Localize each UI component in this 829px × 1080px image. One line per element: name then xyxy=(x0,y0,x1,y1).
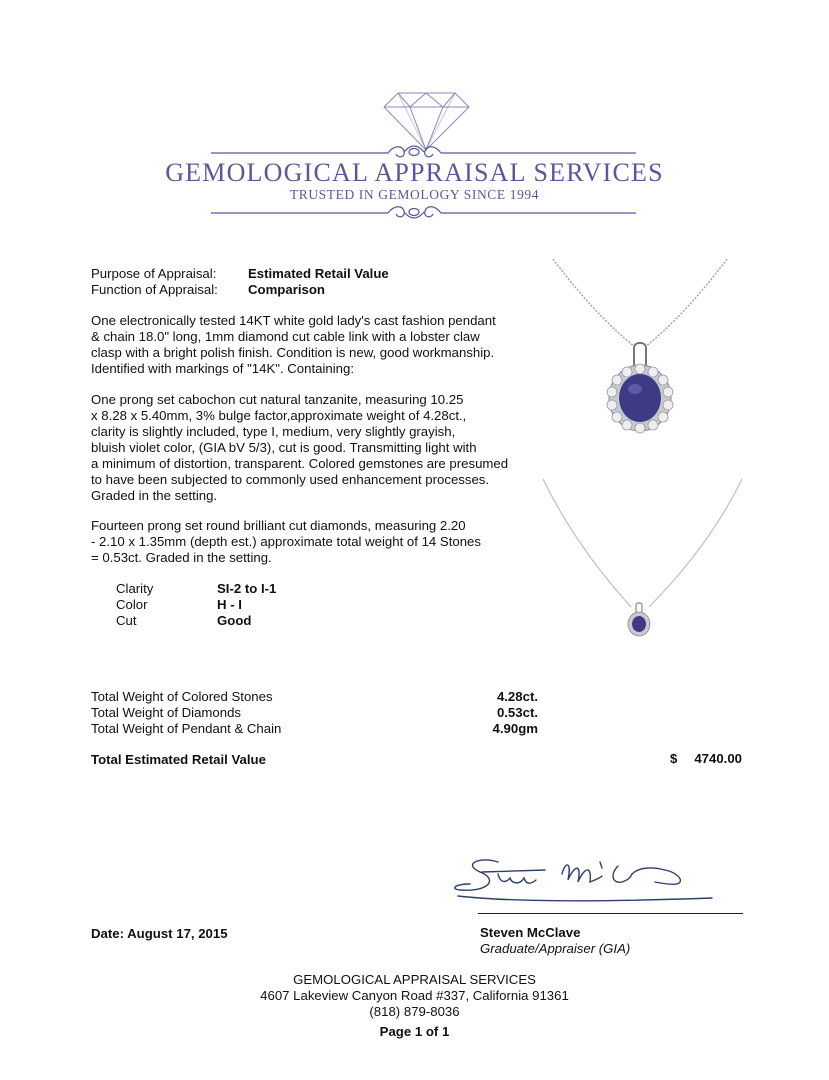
page-number: Page 1 of 1 xyxy=(379,1024,450,1039)
paragraph-line: clasp with a bright polish finish. Condition is new, good workmanship. xyxy=(91,345,495,360)
cut-row xyxy=(116,613,251,629)
pendant-weight-value: 4.90gm xyxy=(492,721,538,736)
handwritten-signature xyxy=(450,852,720,912)
footer-phone: (818) 879-8036 xyxy=(369,1004,460,1019)
company-name: GEMOLOGICAL APPRAISAL SERVICES xyxy=(165,158,664,187)
retail-value: 4740.00 xyxy=(694,751,742,766)
paragraph-line: to have been subjected to commonly used enhancement processes. xyxy=(91,472,490,487)
paragraph-line: One prong set cabochon cut natural tanzanite, measuring 10.25 xyxy=(91,392,464,407)
paragraph-line: a minimum of distortion, transparent. Colored gemstones are presumed xyxy=(91,456,509,471)
retail-value-label: Total Estimated Retail Value xyxy=(91,752,266,767)
appraiser-name: Steven McClave xyxy=(480,925,581,940)
currency-symbol: $ xyxy=(670,751,678,766)
purpose-row xyxy=(91,266,389,282)
description-paragraph-1 xyxy=(91,313,531,377)
paragraph-line: One electronically tested 14KT white gold lady's cast fashion pendant xyxy=(91,313,496,328)
cut-label: Cut xyxy=(116,613,137,628)
footer-company: GEMOLOGICAL APPRAISAL SERVICES xyxy=(293,972,536,987)
purpose-label: Purpose of Appraisal: xyxy=(91,266,217,281)
appraiser-title: Graduate/Appraiser (GIA) xyxy=(480,941,631,956)
paragraph-line: x 8.28 x 5.40mm, 3% bulge factor,approximate weight of 4.28ct., xyxy=(91,408,467,423)
paragraph-line: & chain 18.0" long, 1mm diamond cut cable link with a lobster claw xyxy=(91,329,480,344)
signature-line xyxy=(478,913,743,914)
diamond-weight-value: 0.53ct. xyxy=(496,705,538,720)
paragraph-line: Identified with markings of "14K". Containing: xyxy=(91,361,354,376)
paragraph-line: Graded in the setting. xyxy=(91,488,218,503)
function-row xyxy=(91,282,325,298)
clarity-label: Clarity xyxy=(116,581,154,596)
color-label: Color xyxy=(116,597,148,612)
function-value: Comparison xyxy=(248,282,325,297)
footer-address: 4607 Lakeview Canyon Road #337, California 91361 xyxy=(260,988,569,1003)
function-label: Function of Appraisal: xyxy=(91,282,218,297)
purpose-value: Estimated Retail Value xyxy=(248,266,389,281)
paragraph-line: clarity is slightly included, type I, medium, very slightly grayish, xyxy=(91,424,456,439)
pendant-full-image xyxy=(535,475,750,665)
bottom-ornament xyxy=(211,207,636,218)
cut-value: Good xyxy=(217,613,252,628)
paragraph-line: Fourteen prong set round brilliant cut diamonds, measuring 2.20 xyxy=(91,518,466,533)
company-tagline: TRUSTED IN GEMOLOGY SINCE 1994 xyxy=(289,187,540,202)
clarity-value: SI-2 to I-1 xyxy=(217,581,277,596)
description-paragraph-2 xyxy=(91,392,531,504)
diamond-weight-label: Total Weight of Diamonds xyxy=(91,705,242,720)
colored-weight-value: 4.28ct. xyxy=(496,689,538,704)
description-paragraph-3 xyxy=(91,518,531,566)
diamond-icon xyxy=(384,93,469,150)
color-value: H - I xyxy=(217,597,242,612)
colored-weight-label: Total Weight of Colored Stones xyxy=(91,689,273,704)
color-row xyxy=(116,597,242,613)
appraisal-date: Date: August 17, 2015 xyxy=(91,926,228,941)
pendant-closeup-image xyxy=(545,255,745,435)
pendant-weight-label: Total Weight of Pendant & Chain xyxy=(91,721,282,736)
paragraph-line: = 0.53ct. Graded in the setting. xyxy=(91,550,272,565)
clarity-row xyxy=(116,581,276,597)
paragraph-line: - 2.10 x 1.35mm (depth est.) approximate total weight of 14 Stones xyxy=(91,534,481,549)
paragraph-line: bluish violet color, (GIA bV 5/3), cut is good. Transmitting light with xyxy=(91,440,477,455)
